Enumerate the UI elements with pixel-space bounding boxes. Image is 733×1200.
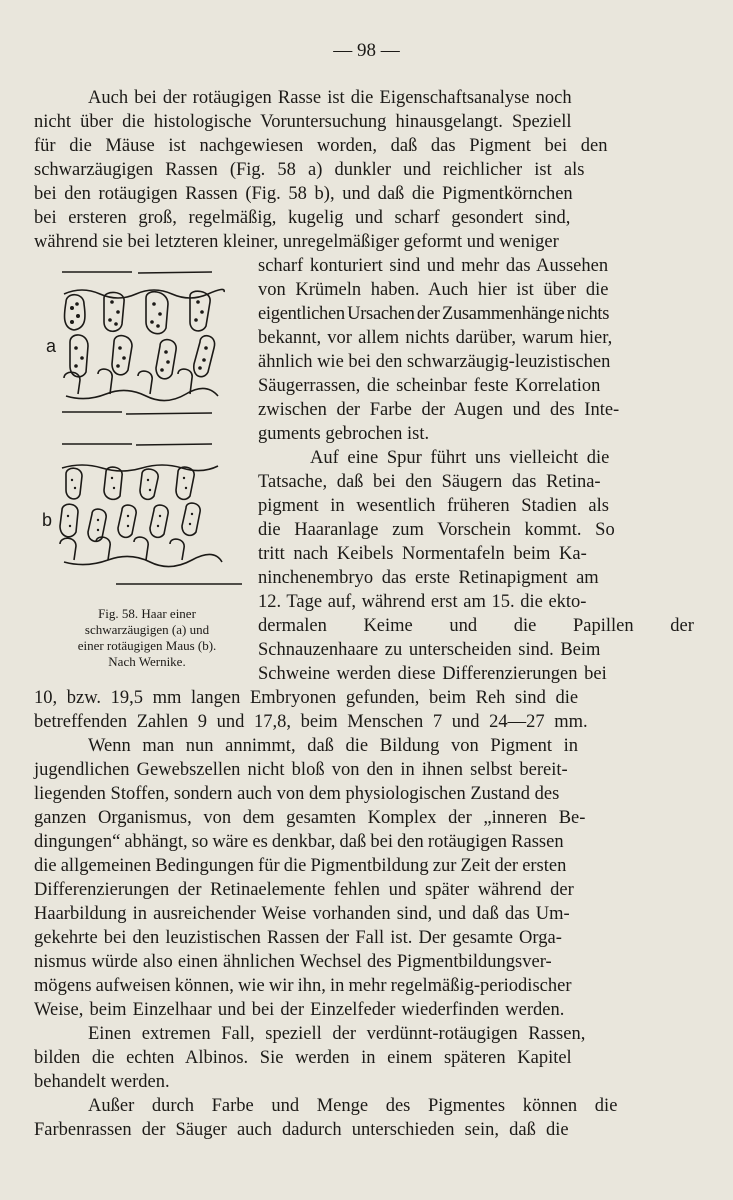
text-line: Auf eine Spur führt uns vielleicht die [310, 448, 610, 468]
figure-label-a: a [46, 336, 57, 356]
text-line: Differenzierungen der Retinaelemente fehlen und später während der [34, 880, 574, 900]
figure-caption [34, 606, 260, 670]
page-number: — 98 — [333, 40, 400, 61]
text-line: Schnauzenhaare zu unterscheiden sind. Beim [258, 640, 601, 660]
text-line: für die Mäuse ist nachgewiesen worden, daß das Pigment bei den [34, 136, 608, 156]
text-line: gekehrte bei den leuzistischen Rassen der Fall ist. Der gesamte Orga- [34, 928, 562, 948]
text-line: mögens aufweisen können, wie wir ihn, in mehr regelmäßig-periodischer [34, 976, 572, 996]
text-line: dermalen Keime und die Papillen der [258, 616, 694, 636]
caption-line: einer rotäugigen Maus (b). [77, 638, 217, 653]
text-line: 10, bzw. 19,5 mm langen Embryonen gefunden, beim Reh sind die [34, 688, 579, 708]
caption-line: schwarzäugigen (a) und [84, 622, 210, 637]
caption-line: Nach Wernike. [108, 654, 186, 669]
text-line: Tatsache, daß bei den Säugern das Retina- [258, 472, 601, 492]
caption-line: Fig. 58. Haar einer [98, 606, 196, 621]
text-line: Haarbildung in ausreichender Weise vorhanden sind, und daß das Um- [34, 904, 570, 924]
text-line: schwarzäugigen Rassen (Fig. 58 a) dunkler und reichlicher ist als [34, 160, 585, 180]
text-line: tritt nach Keibels Normentafeln beim Ka- [258, 544, 587, 564]
text-line: betreffenden Zahlen 9 und 17,8, beim Menschen 7 und 24—27 mm. [34, 712, 588, 732]
text-line: von Krümeln haben. Auch hier ist über die [258, 280, 609, 300]
text-line: nicht über die histologische Voruntersuchung hinausgelangt. Speziell [34, 112, 572, 132]
text-line: Wenn man nun annimmt, daß die Bildung von Pigment in [88, 736, 579, 756]
text-line: nismus würde also einen ähnlichen Wechsel des Pigmentbildungsver- [34, 952, 552, 972]
text-line: Weise, beim Einzelhaar und bei der Einzelfeder wiederfinden werden. [34, 1000, 565, 1020]
text-line: eigentlichen Ursachen der Zusammenhänge nichts [258, 304, 610, 324]
text-line: ähnlich wie bei den schwarzäugig-leuzistischen [258, 352, 611, 372]
text-line: Schweine werden diese Differenzierungen bei [258, 664, 607, 684]
text-line: während sie bei letzteren kleiner, unregelmäßiger geformt und weniger [34, 232, 559, 252]
text-line: pigment in wesentlich früheren Stadien als [258, 496, 609, 516]
text-line: behandelt werden. [34, 1072, 170, 1092]
text-line: 12. Tage auf, während erst am 15. die ekto- [258, 592, 587, 612]
text-line: jugendlichen Gewebszellen nicht bloß von den in ihnen selbst bereit- [34, 760, 568, 780]
figure-label-b: b [42, 510, 53, 530]
text-line: ganzen Organismus, von dem gesamten Komplex der „inneren Be- [34, 808, 586, 828]
text-line: guments gebrochen ist. [258, 424, 430, 444]
text-line: bilden die echten Albinos. Sie werden in einem späteren Kapitel [34, 1048, 572, 1068]
text-line: Einen extremen Fall, speziell der verdünnt-rotäugigen Rassen, [88, 1024, 586, 1044]
text-line: Säugerrassen, die scheinbar feste Korrelation [258, 376, 601, 396]
text-line: ninchenembryo das erste Retinapigment am [258, 568, 599, 588]
text-line: zwischen der Farbe der Augen und des Inte- [258, 400, 620, 420]
text-line: bei ersteren groß, regelmäßig, kugelig und scharf gesondert sind, [34, 208, 571, 228]
hair-illustration [42, 262, 254, 602]
text-line: die Haaranlage zum Vorschein kommt. So [258, 520, 615, 540]
text-line: scharf konturiert sind und mehr das Aussehen [258, 256, 609, 276]
text-line: liegenden Stoffen, sondern auch von dem physiologischen Zustand des [34, 784, 560, 804]
hair-figure [42, 262, 254, 612]
text-line: bekannt, vor allem nichts darüber, warum hier, [258, 328, 613, 348]
text-line: die allgemeinen Bedingungen für die Pigmentbildung zur Zeit der ersten [34, 856, 567, 876]
text-line: Außer durch Farbe und Menge des Pigmentes können die [88, 1096, 618, 1116]
text-line: Auch bei der rotäugigen Rasse ist die Eigenschaftsanalyse noch [88, 88, 572, 108]
text-line: dingungen“ abhängt, so wäre es denkbar, daß bei den rotäugigen Rassen [34, 832, 564, 852]
text-line: Farbenrassen der Säuger auch dadurch unterschieden sein, daß die [34, 1120, 569, 1140]
text-line: bei den rotäugigen Rassen (Fig. 58 b), und daß die Pigmentkörnchen [34, 184, 573, 204]
